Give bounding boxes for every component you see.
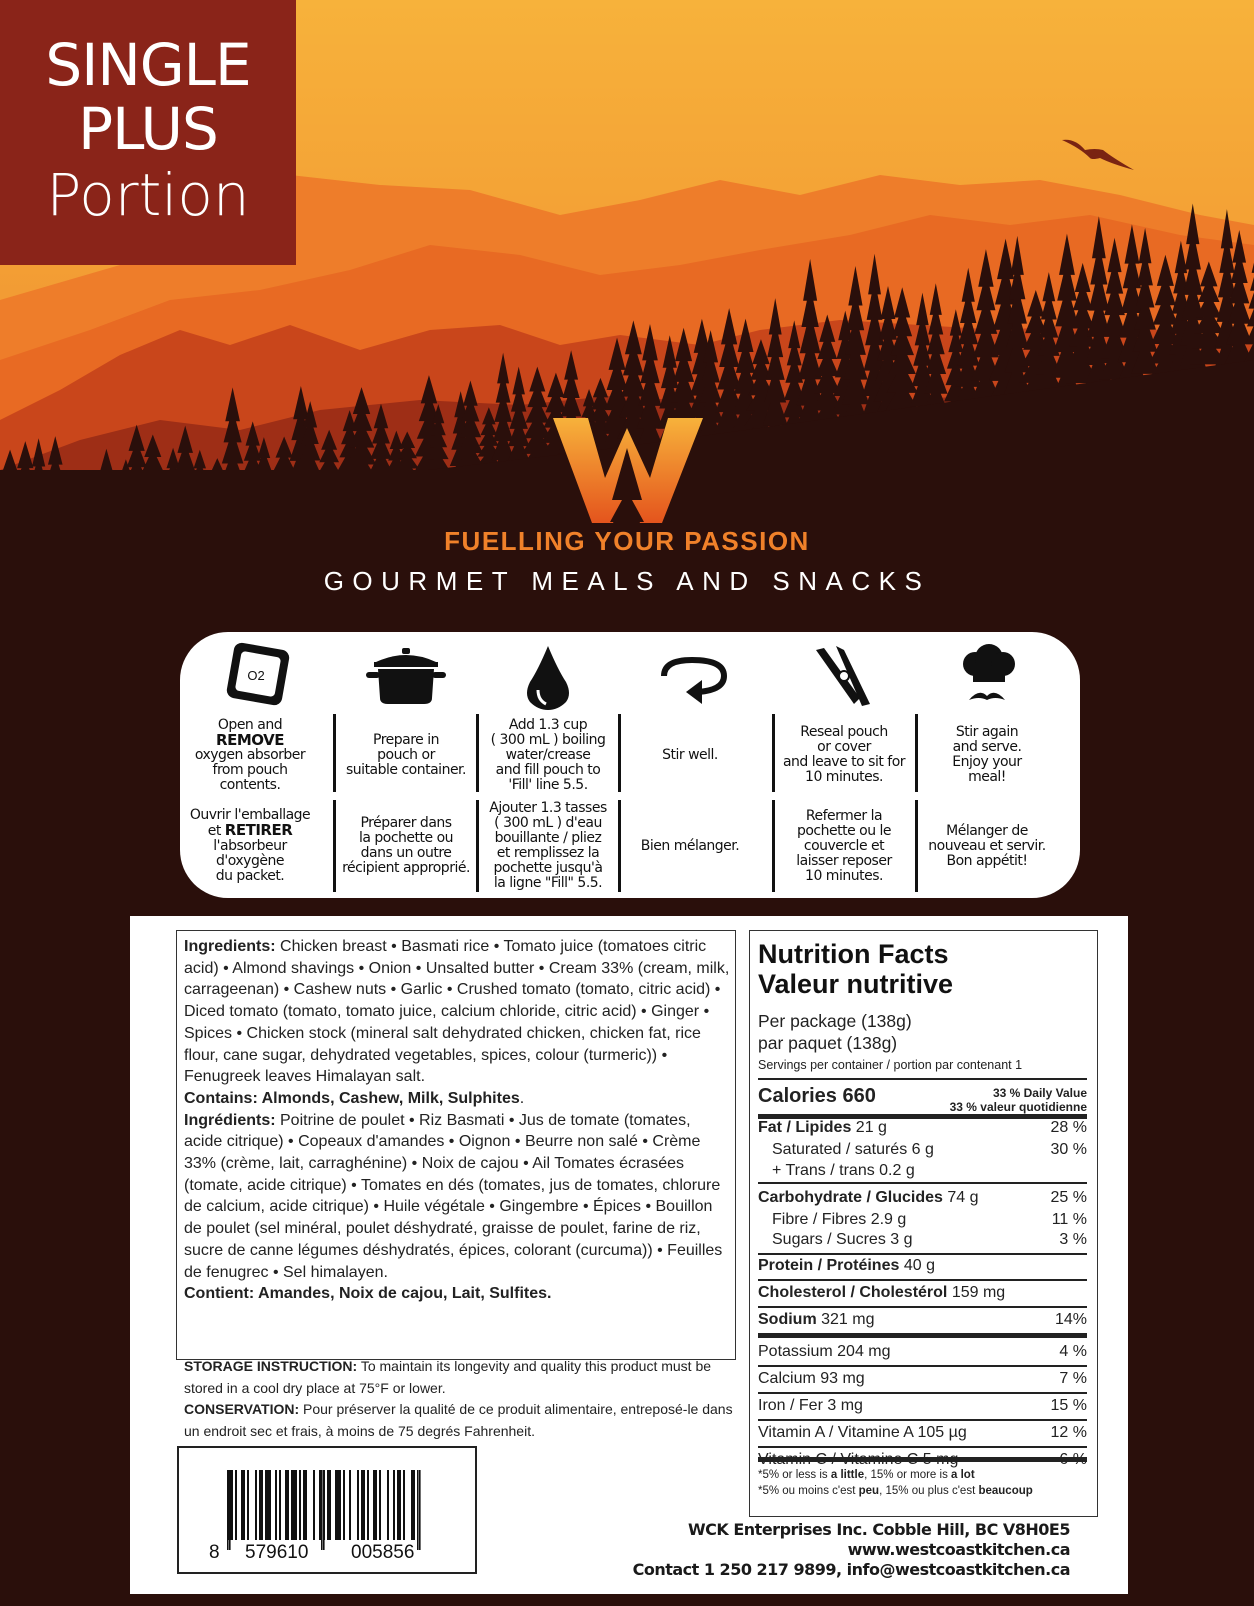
step-5-fr-line: pochette ou le xyxy=(796,822,892,839)
step-5-fr-line: Refermer la xyxy=(805,807,883,824)
step-3-en-line: 'Fill' line 5.5. xyxy=(508,776,588,793)
rule xyxy=(758,1457,1087,1462)
hero-landscape xyxy=(0,0,1254,640)
badge-line-3: Portion xyxy=(46,161,250,229)
step-5-fr xyxy=(776,800,912,892)
footnote-fr-d: beaucoup xyxy=(978,1485,1033,1497)
brand-subline: GOURMET MEALS AND SNACKS xyxy=(323,566,931,596)
nutrient-label: Vitamin A / Vitamine A 105 µg xyxy=(758,1424,967,1441)
badge-line-2: PLUS xyxy=(78,95,218,163)
nutrient-label: Iron / Fer 3 mg xyxy=(758,1397,863,1414)
step-open-remove xyxy=(180,632,320,898)
step-2-en xyxy=(338,712,474,798)
step-3-fr xyxy=(480,800,616,892)
nutrient-row xyxy=(758,1189,1087,1207)
nutrient-label: Saturated / saturés 6 g xyxy=(772,1141,934,1158)
barcode-digits-right: 005856 xyxy=(351,1542,415,1563)
step-1-en-line: from pouch contents. xyxy=(212,761,288,793)
storage-en-text: To maintain its longevity and quality this product must be stored in a cool dry place at 75°F or lower. xyxy=(184,1358,712,1396)
step-5-fr-line: 10 minutes. xyxy=(805,867,883,884)
step-1-en xyxy=(182,712,318,798)
nutrient-row xyxy=(758,1343,1087,1361)
step-6-en xyxy=(919,712,1055,798)
rule xyxy=(758,1333,1087,1338)
clothespin-icon xyxy=(774,642,914,712)
step-add-water xyxy=(478,632,618,898)
contains-fr: Contient: Amandes, Noix de cajou, Lait, Sulfites. xyxy=(184,1285,552,1303)
ingredients-fr-text: Poitrine de poulet • Riz Basmati • Jus de tomate (tomates, acide citrique) • Copeaux d'amandes • Oignon • Beurre non salé • Crème 33% (crème, lait, carraghénine) • Noix de cajou • Ail Tomates écrasées (tomate, acide citrique) • Tomates en dés (tomates, jus de tomates, chlorure de calcium, acide citrique) • Huile végétale • Gingembre • Épices • Bouillon de poulet (sel minéral, poulet déshydraté, graisse de poulet, farine de riz, sucre de canne légumes déshydratés, épices, colorant (curcuma)) • Feuilles de fenugrec • Sel himalayen. xyxy=(184,1111,723,1281)
calories: Calories 660 xyxy=(758,1085,876,1107)
barcode xyxy=(177,1446,477,1574)
nutrition-title-fr: Valeur nutritive xyxy=(758,969,954,999)
nutrient-row xyxy=(758,1162,1087,1180)
daily-value-en: 33 % Daily Value xyxy=(992,1086,1087,1100)
step-5-fr-line: couvercle et xyxy=(803,837,885,854)
step-2-fr-line: Préparer dans xyxy=(360,815,452,831)
nutrient-row xyxy=(758,1284,1087,1302)
rule xyxy=(758,1253,1087,1255)
o2-label: O2 xyxy=(247,668,265,683)
label-panel xyxy=(130,916,1128,1594)
nutrient-row xyxy=(758,1370,1087,1388)
ingredients-box xyxy=(176,930,736,1360)
chef-hat-icon xyxy=(917,642,1057,712)
step-5-en-line: or cover xyxy=(817,739,871,755)
servings-per-container: Servings per container / portion par contenant 1 xyxy=(758,1058,1023,1072)
step-6-en-line: and serve. xyxy=(952,739,1022,755)
daily-value-header xyxy=(758,1086,1087,1114)
step-5-en-line: and leave to sit for xyxy=(782,754,906,770)
step-3-en-line: and fill pouch to xyxy=(495,761,601,778)
nutrient-daily-value: 4 % xyxy=(1059,1343,1087,1360)
step-3-fr-line: et remplissez la xyxy=(496,845,600,861)
nutrient-daily-value: 28 % xyxy=(1050,1119,1087,1136)
step-3-fr-line: la ligne "Fill" 5.5. xyxy=(493,875,603,891)
water-drop-icon xyxy=(478,642,618,712)
step-1-en-line: Open and xyxy=(217,716,283,733)
step-4-en-line: Stir well. xyxy=(662,746,718,763)
rule xyxy=(758,1365,1087,1367)
step-1-fr-bold: RETIRER xyxy=(224,821,293,839)
nutrient-row xyxy=(758,1141,1087,1159)
storage-fr-text: Pour préserver la qualité de ce produit alimentaire, entreposé-le dans un endroit sec et frais, à moins de 75 degrés Fahrenheit. xyxy=(184,1401,733,1439)
footnote xyxy=(758,1467,1087,1499)
rule xyxy=(758,1392,1087,1394)
step-1-fr-line: Ouvrir l'emballage xyxy=(189,807,311,823)
nutrient-label: Fibre / Fibres 2.9 g xyxy=(772,1211,907,1228)
nutrient-amount: 40 g xyxy=(899,1257,935,1274)
nutrition-title-en: Nutrition Facts xyxy=(758,939,949,969)
badge-line-1: SINGLE xyxy=(45,31,251,99)
nutrient-label: Potassium 204 mg xyxy=(758,1343,891,1360)
nutrition-facts-table xyxy=(749,930,1098,1517)
website-link[interactable]: www.westcoastkitchen.ca xyxy=(847,1540,1070,1559)
nutrient-row xyxy=(758,1397,1087,1415)
step-2-fr-line: la pochette ou xyxy=(358,830,454,846)
step-3-fr-line: bouillante / pliez xyxy=(494,830,602,846)
step-6-en-line: meal! xyxy=(968,769,1006,785)
step-1-fr-pre: et xyxy=(207,823,225,839)
nutrient-amount: 159 mg xyxy=(947,1284,1006,1301)
contains-en-end: . xyxy=(519,1089,525,1107)
contains-en: Contains: Almonds, Cashew, Milk, Sulphites xyxy=(184,1089,520,1107)
step-1-en-bold: REMOVE xyxy=(216,730,284,749)
nutrient-amount: 21 g xyxy=(851,1119,887,1136)
step-3-fr-line: Ajouter 1.3 tasses xyxy=(489,800,607,816)
barcode-bars xyxy=(179,1448,475,1572)
nutrient-label: Protein / Protéines xyxy=(758,1257,900,1274)
nutrient-amount: 74 g xyxy=(942,1189,979,1206)
per-package-fr: par paquet (138g) xyxy=(758,1033,898,1053)
storage-en-label: STORAGE INSTRUCTION: xyxy=(184,1358,358,1374)
oxygen-absorber-icon xyxy=(180,642,320,712)
per-package-en: Per package (138g) xyxy=(758,1011,912,1031)
step-1-en-line: oxygen absorber xyxy=(194,746,306,763)
footnote-en-d: a lot xyxy=(951,1469,975,1481)
brand-tagline: FUELLING YOUR PASSION xyxy=(444,526,810,556)
rule xyxy=(758,1419,1087,1421)
company-address: WCK Enterprises Inc. Cobble Hill, BC V8H0E5 xyxy=(688,1520,1070,1539)
ingredients-en-label: Ingredients: xyxy=(184,938,276,955)
step-6-fr-line: nouveau et servir. xyxy=(928,837,1046,854)
step-6-fr xyxy=(919,800,1055,892)
step-6-en-line: Stir again xyxy=(955,724,1019,740)
step-4-en xyxy=(622,712,758,798)
step-3-fr-line: ( 300 mL ) d'eau xyxy=(494,815,602,831)
nutrient-daily-value: 11 % xyxy=(1051,1211,1087,1228)
daily-value-fr: 33 % valeur quotidienne xyxy=(949,1100,1087,1114)
nutrient-daily-value: 25 % xyxy=(1050,1189,1087,1206)
step-3-en-line: water/crease xyxy=(505,746,591,763)
step-1-fr-line: l'absorbeur d'oxygène xyxy=(213,838,287,869)
step-1-fr-line: du packet. xyxy=(215,868,285,884)
nutrient-label: Sodium xyxy=(758,1311,817,1328)
contact-info: Contact 1 250 217 9899, info@westcoastkitchen.ca xyxy=(632,1560,1070,1579)
nutrient-daily-value: 15 % xyxy=(1050,1397,1087,1414)
step-stir xyxy=(620,632,760,898)
nutrient-daily-value: 14% xyxy=(1054,1311,1087,1328)
step-6-fr-line: Mélanger de xyxy=(946,822,1028,839)
footnote-fr-b: peu xyxy=(858,1485,880,1497)
rule xyxy=(758,1279,1087,1281)
barcode-digits-left: 579610 xyxy=(245,1542,309,1563)
ingredients-en-text: Chicken breast • Basmati rice • Tomato juice (tomatoes citric acid) • Almond shavings • Onion • Unsalted butter • Cream 33% (cream, milk, carrageenan) • Cashew nuts • Garlic • Crushed tomato (tomato, citric acid) • Diced tomato (tomato, tomato juice, calcium chloride, citric acid) • Ginger • Spices • Chicken stock (mineral salt dehydrated chicken, chicken fat, rice flour, cane sugar, dehydrated vegetables, spices, colour (turmeric)) • Fenugreek leaves Himalayan salt. xyxy=(184,938,730,1086)
nutrient-daily-value: 3 % xyxy=(1059,1231,1087,1248)
rule xyxy=(758,1306,1087,1308)
step-6-en-line: Enjoy your xyxy=(952,754,1022,770)
portion-size-badge xyxy=(0,0,296,265)
step-prepare xyxy=(336,632,476,898)
nutrient-row xyxy=(758,1257,1087,1275)
nutrient-label: Sugars / Sucres 3 g xyxy=(772,1231,913,1248)
nutrient-row xyxy=(758,1211,1087,1229)
nutrient-daily-value: 12 % xyxy=(1050,1424,1087,1441)
nutrient-label: Fat / Lipides xyxy=(758,1119,852,1136)
preparation-instructions-card xyxy=(180,632,1080,898)
footnote-en-c: , 15% or more is xyxy=(864,1469,952,1481)
storage-fr-label: CONSERVATION: xyxy=(184,1401,300,1417)
step-2-fr-line: dans un outre xyxy=(360,845,452,861)
rule xyxy=(758,1078,1087,1080)
nutrient-label: Calcium 93 mg xyxy=(758,1370,865,1387)
stir-arrow-icon xyxy=(620,642,760,712)
step-1-fr xyxy=(182,800,318,892)
rule xyxy=(758,1182,1087,1184)
step-4-fr xyxy=(622,800,758,892)
nutrient-label: Cholesterol / Cholestérol xyxy=(758,1284,948,1301)
nutrient-label: + Trans / trans 0.2 g xyxy=(772,1162,915,1179)
nutrient-daily-value: 30 % xyxy=(1050,1141,1087,1158)
footnote-fr-c: , 15% ou plus c'est xyxy=(879,1485,979,1497)
step-5-en xyxy=(776,712,912,798)
step-4-fr-line: Bien mélanger. xyxy=(640,837,740,854)
barcode-digit-first: 8 xyxy=(209,1542,220,1563)
nutrient-row xyxy=(758,1119,1087,1137)
step-2-en-line: Prepare in xyxy=(373,731,439,748)
footnote-en-a: *5% or less is xyxy=(758,1469,831,1481)
nutrient-row xyxy=(758,1231,1087,1249)
step-2-fr xyxy=(338,800,474,892)
cooking-pot-icon xyxy=(336,642,476,712)
nutrient-label: Carbohydrate / Glucides xyxy=(758,1189,943,1206)
nutrient-amount: 321 mg xyxy=(816,1311,875,1328)
step-3-en-line: ( 300 mL ) boiling xyxy=(490,731,606,748)
step-6-fr-line: Bon appétit! xyxy=(946,852,1028,869)
nutrient-daily-value: 7 % xyxy=(1059,1370,1087,1387)
footnote-fr-a: *5% ou moins c'est xyxy=(758,1485,859,1497)
step-2-en-line: pouch or xyxy=(377,746,435,763)
footnote-en-b: a little xyxy=(830,1469,865,1481)
step-5-en-line: Reseal pouch xyxy=(800,724,888,740)
step-2-en-line: suitable container. xyxy=(346,761,466,778)
step-serve xyxy=(917,632,1057,898)
nutrient-row xyxy=(758,1311,1087,1329)
storage-instructions xyxy=(184,1356,744,1442)
step-3-en-line: Add 1.3 cup xyxy=(508,716,588,733)
step-2-fr-line: récipient approprié. xyxy=(342,860,470,876)
step-3-en xyxy=(480,712,616,798)
nutrient-row xyxy=(758,1424,1087,1442)
step-reseal xyxy=(774,632,914,898)
step-5-fr-line: laisser reposer xyxy=(796,852,892,869)
rule xyxy=(758,1446,1087,1448)
step-3-fr-line: pochette jusqu'à xyxy=(493,860,603,876)
step-5-en-line: 10 minutes. xyxy=(805,769,883,785)
ingredients-fr-label: Ingrédients: xyxy=(184,1111,276,1129)
